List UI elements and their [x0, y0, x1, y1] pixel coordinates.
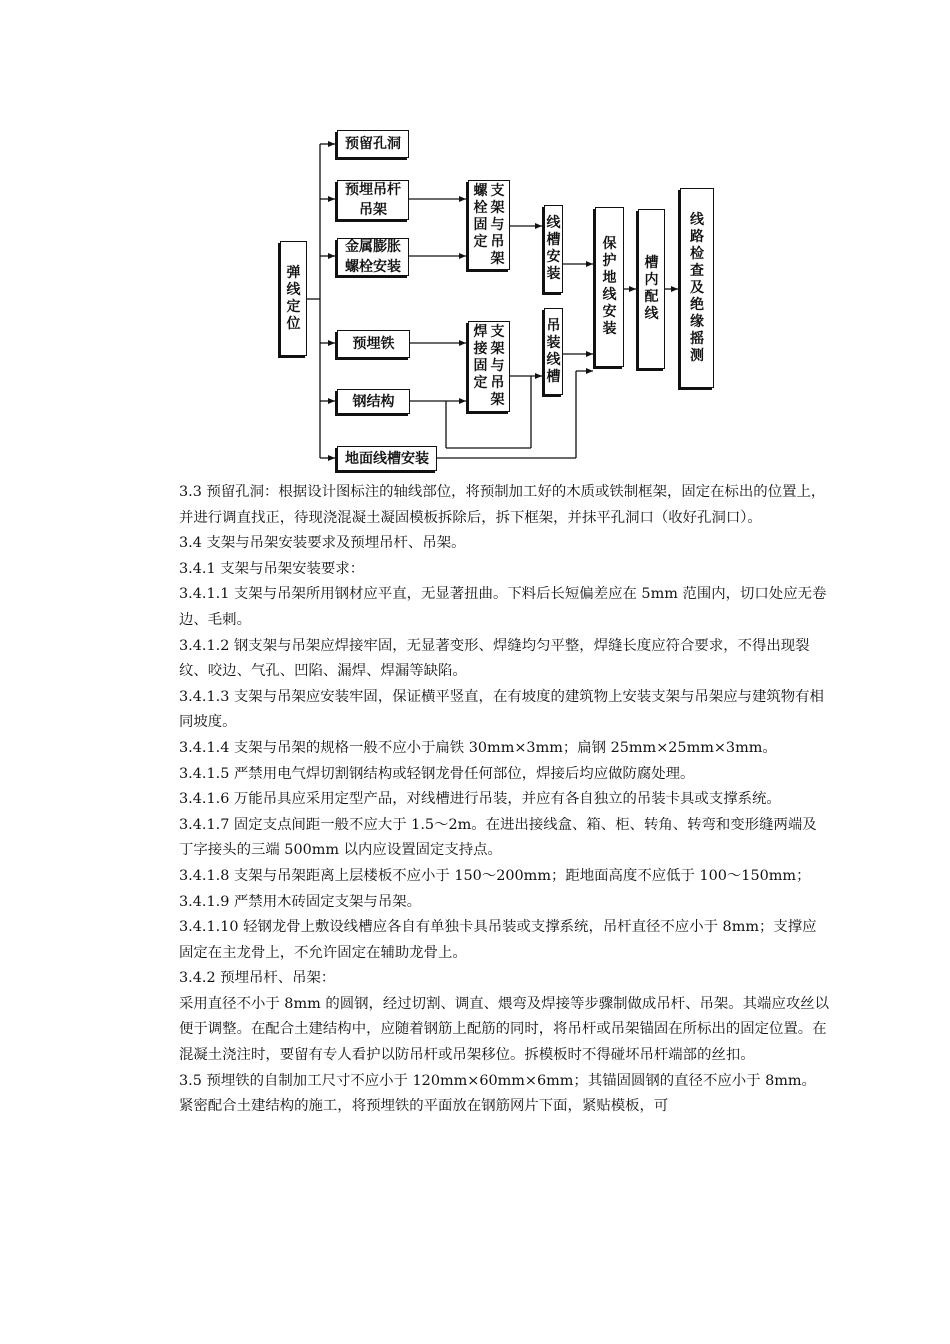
construction-flowchart [0, 0, 950, 480]
box-embedded-iron: 预埋铁 [337, 330, 410, 358]
box-start: 弹线定位 [280, 241, 307, 356]
paragraph: 3.4.1.7 固定支点间距一般不应大于 1.5～2m。在进出接线盒、箱、柜、转角、转弯和变形缝两端及丁字接头的三端 500mm 以内应设置固定支持点。 [179, 816, 817, 859]
box-weld-fixed-bracket: 焊接固定 支架与吊架 [468, 321, 510, 412]
document-body [179, 480, 829, 1120]
paragraph: 3.4.1.5 严禁用电气焊切割钢结构或轻钢龙骨任何部位，焊接后均应做防腐处理。 [179, 765, 695, 782]
paragraph: 3.4 支架与吊架安装要求及预埋吊杆、吊架。 [179, 535, 466, 552]
box-reserved-hole: 预留孔洞 [337, 130, 409, 158]
box-trunking-install: 线槽安装 [544, 205, 563, 293]
paragraph: 3.4.1.9 严禁用木砖固定支架与吊架。 [179, 893, 421, 910]
box-floor-trunking: 地面线槽安装 [337, 446, 437, 471]
box-steel-structure: 钢结构 [337, 389, 410, 414]
paragraph: 采用直径不小于 8mm 的圆钢，经过切割、调直、煨弯及焊接等步骤制做成吊杆、吊架。其端应攻丝以便于调整。在配合土建结构中，应随着钢筋上配筋的同时，将吊杆或吊架锚固在所标出的固定位置。在混凝土浇注时，要留有专人看护以防吊杆或吊架移位。拆模板时不得碰坏吊杆端部的丝扣。 [179, 995, 830, 1064]
box-line-inspection: 线路检查及绝缘摇测 [680, 188, 714, 388]
paragraph: 3.4.1 支架与吊架安装要求： [179, 560, 365, 577]
paragraph: 3.4.1.1 支架与吊架所用钢材应平直，无显著扭曲。下料后长短偏差应在 5mm 范围内，切口处应无卷边、毛刺。 [179, 586, 827, 628]
paragraph: 3.4.2 预埋吊杆、吊架： [179, 970, 336, 987]
paragraph: 3.3 预留孔洞：根据设计图标注的轴线部位，将预制加工好的木质或铁制框架，固定在标出的位置上，并进行调直找正，待现浇混凝土凝固模板拆除后，拆下框架，并抹平孔洞口（收好孔洞口）。 [179, 484, 826, 526]
paragraph: 3.4.1.3 支架与吊架应安装牢固，保证横平竖直，在有坡度的建筑物上安装支架与吊架应与建筑物有相同坡度。 [179, 688, 824, 731]
box-embedded-hanger: 预埋吊杆吊架 [337, 180, 409, 220]
box-ground-wire-install: 保护地线安装 [595, 207, 624, 367]
paragraph: 3.4.1.4 支架与吊架的规格一般不应小于扁铁 30mm×3mm；扁钢 25mm×25mm×3mm。 [179, 739, 777, 756]
box-hanging-trunking: 吊装线槽 [544, 308, 563, 395]
box-trunk-wiring: 槽内配线 [638, 209, 665, 369]
paragraph: 3.4.1.6 万能吊具应采用定型产品，对线槽进行吊装，并应有各自独立的吊装卡具或支撑系统。 [179, 791, 781, 808]
box-bolt-fixed-bracket: 螺栓固定 支架与吊架 [468, 180, 510, 270]
paragraph: 3.4.1.10 轻钢龙骨上敷设线槽应各自有单独卡具吊装或支撑系统，吊杆直径不应小于 8mm；支撑应固定在主龙骨上，不允许固定在辅助龙骨上。 [179, 919, 817, 961]
box-expansion-bolt: 金属膨胀螺栓安装 [337, 238, 409, 276]
paragraph: 3.4.1.8 支架与吊架距离上层楼板不应小于 150～200mm；距地面高度不应低于 100～150mm； [179, 867, 811, 884]
paragraph: 3.5 预埋铁的自制加工尺寸不应小于 120mm×60mm×6mm；其锚固圆钢的直径不应小于 8mm。紧密配合土建结构的施工，将预埋铁的平面放在钢筋网片下面，紧贴模板，可 [179, 1072, 816, 1115]
paragraph: 3.4.1.2 钢支架与吊架应焊接牢固，无显著变形、焊缝均匀平整，焊缝长度应符合要求，不得出现裂纹、咬边、气孔、凹陷、漏焊、焊漏等缺陷。 [179, 637, 810, 680]
